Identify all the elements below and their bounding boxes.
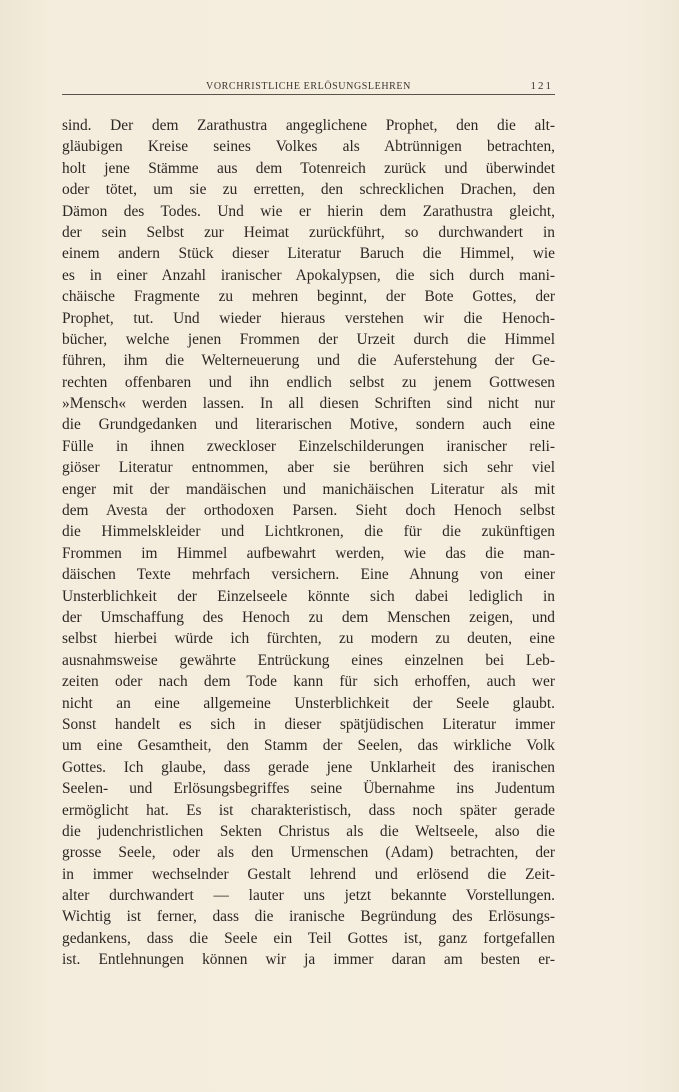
running-header xyxy=(62,80,555,95)
text-line: Gottes. Ich glaube, dass gerade jene Unklarheit des iranischen xyxy=(62,758,555,776)
text-line: Dämon des Todes. Und wie er hierin dem Zarathustra gleicht, xyxy=(62,202,555,220)
text-line: Sonst handelt es sich in dieser spätjüdischen Literatur immer xyxy=(62,715,555,733)
text-line: rechten offenbaren und ihn endlich selbst zu jenem Gottwesen xyxy=(62,373,555,391)
text-line: ausnahmsweise gewährte Entrückung eines einzelnen bei Leb- xyxy=(62,651,555,669)
text-line: giöser Literatur entnommen, aber sie berühren sich sehr viel xyxy=(62,459,555,477)
text-line: Seelen- und Erlösungsbegriffes seine Übernahme ins Judentum xyxy=(62,780,555,798)
text-line: es in einer Anzahl iranischer Apokalypsen, die sich durch mani- xyxy=(62,266,555,284)
text-line: der sein Selbst zur Heimat zurückführt, so durchwandert in xyxy=(62,223,555,241)
page-number: 121 xyxy=(530,80,553,92)
text-line: Prophet, tut. Und wieder hieraus verstehen wir die Henoch- xyxy=(62,309,555,327)
text-line: bücher, welche jenen Frommen der Urzeit durch die Himmel xyxy=(62,330,555,348)
text-line: gläubigen Kreise seines Volkes als Abtrünnigen betrachten, xyxy=(62,138,555,156)
text-line: chäische Fragmente zu mehren beginnt, der Bote Gottes, der xyxy=(62,288,555,306)
text-line: holt jene Stämme aus dem Totenreich zurück und überwindet xyxy=(62,159,555,177)
text-line: enger mit der mandäischen und manichäischen Literatur als mit xyxy=(62,480,555,498)
text-line: die Himmelskleider und Lichtkronen, die für die zukünftigen xyxy=(62,523,555,541)
text-line: Frommen im Himmel aufbewahrt werden, wie das die man- xyxy=(62,544,555,562)
text-line: die judenchristlichen Sekten Christus als die Weltseele, also die xyxy=(62,822,555,840)
text-line: zeiten oder nach dem Tode kann für sich erhoffen, auch wer xyxy=(62,673,555,691)
text-line: Fülle in ihnen zweckloser Einzelschilderungen iranischer reli- xyxy=(62,437,555,455)
text-line: der Umschaffung des Henoch zu dem Menschen zeigen, und xyxy=(62,608,555,626)
text-line: selbst hierbei würde ich fürchten, zu modern zu deuten, eine xyxy=(62,630,555,648)
text-line: in immer wechselnder Gestalt lehrend und erlösend die Zeit- xyxy=(62,865,555,883)
text-line: ist. Entlehnungen können wir ja immer daran am besten er- xyxy=(62,951,555,969)
text-line: gedankens, dass die Seele ein Teil Gottes ist, ganz fortgefallen xyxy=(62,929,555,947)
text-line: alter durchwandert — lauter uns jetzt bekannte Vorstellungen. xyxy=(62,887,555,905)
running-title: VORCHRISTLICHE ERLÖSUNGSLEHREN xyxy=(206,81,411,92)
text-line: däischen Texte mehrfach versichern. Eine Ahnung von einer xyxy=(62,566,555,584)
body-text xyxy=(62,115,555,971)
text-line: sind. Der dem Zarathustra angeglichene Prophet, den die alt- xyxy=(62,117,555,134)
text-line: um eine Gesamtheit, den Stamm der Seelen, das wirkliche Volk xyxy=(62,737,555,755)
text-line: Wichtig ist ferner, dass die iranische Begründung des Erlösungs- xyxy=(62,908,555,926)
text-line: die Grundgedanken und literarischen Motive, sondern auch eine xyxy=(62,416,555,434)
text-line: führen, ihm die Welterneuerung und die Auferstehung der Ge- xyxy=(62,352,555,370)
text-line: oder tötet, um sie zu erretten, den schrecklichen Drachen, den xyxy=(62,181,555,199)
text-line: Unsterblichkeit der Einzelseele könnte sich dabei lediglich in xyxy=(62,587,555,605)
text-line: einem andern Stück dieser Literatur Baruch die Himmel, wie xyxy=(62,245,555,263)
text-line: dem Avesta der orthodoxen Parsen. Sieht doch Henoch selbst xyxy=(62,502,555,520)
text-line: grosse Seele, oder als den Urmenschen (Adam) betrachten, der xyxy=(62,844,555,862)
text-line: ermöglicht hat. Es ist charakteristisch, dass noch später gerade xyxy=(62,801,555,819)
text-line: nicht an eine allgemeine Unsterblichkeit der Seele glaubt. xyxy=(62,694,555,712)
text-line: »Mensch« werden lassen. In all diesen Schriften sind nicht nur xyxy=(62,395,555,413)
